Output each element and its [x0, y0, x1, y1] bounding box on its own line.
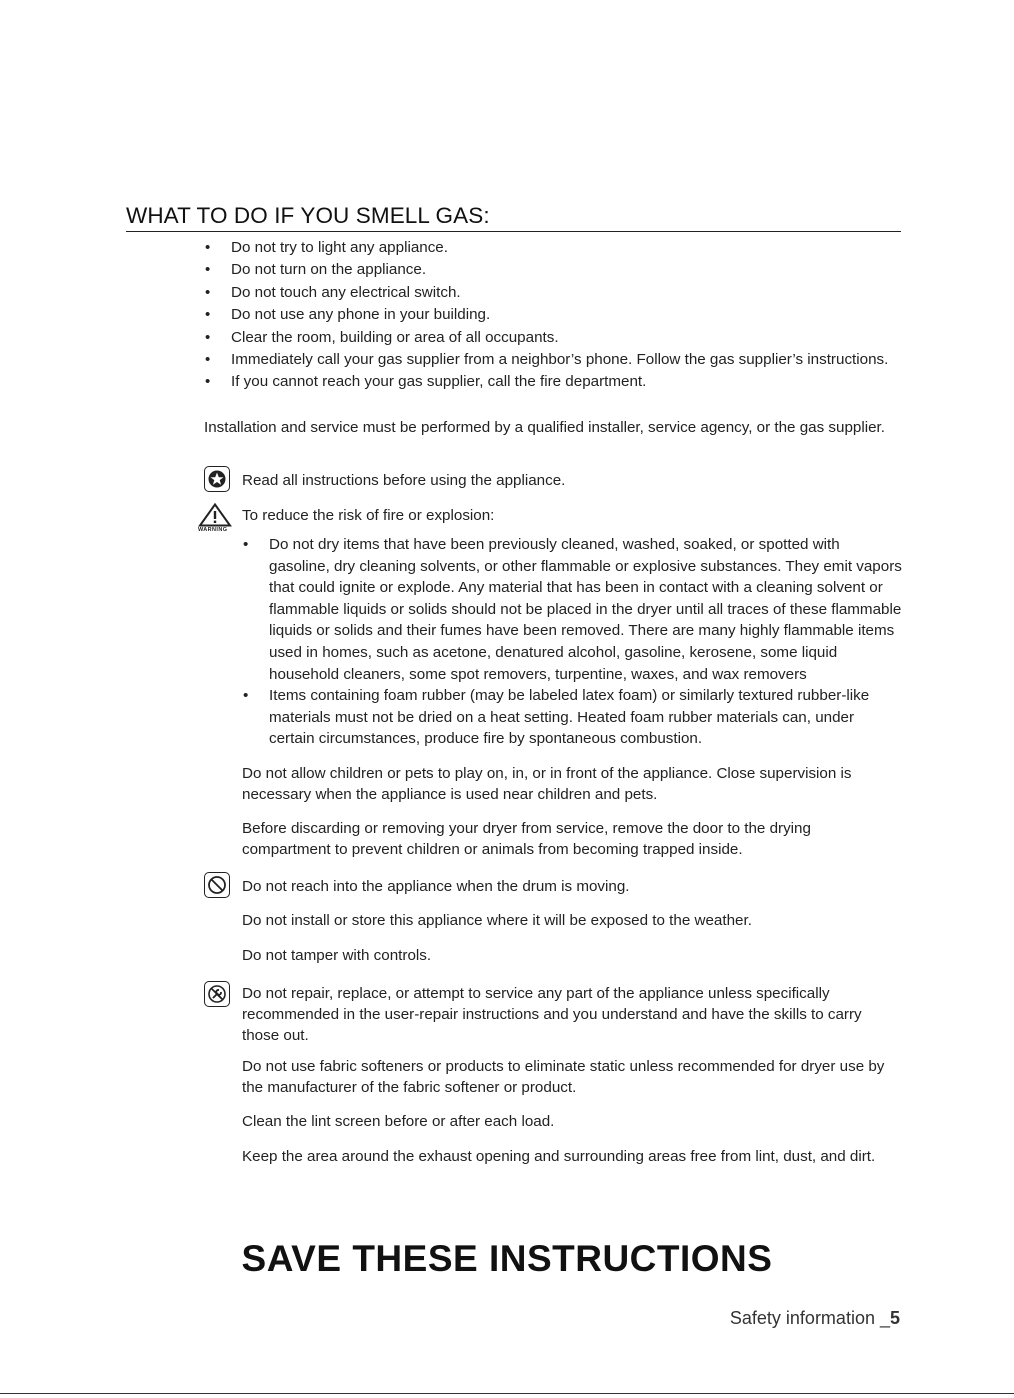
footer-section-label: Safety information _ — [729, 1308, 890, 1328]
page-number: 5 — [889, 1308, 900, 1328]
bottom-divider — [0, 1393, 1014, 1394]
read-instructions-icon — [204, 466, 230, 492]
read-instructions-row — [204, 466, 566, 492]
list-item: • Do not touch any electrical switch. — [204, 282, 894, 304]
list-item: • Do not turn on the appliance. — [204, 259, 894, 281]
read-instructions-text: Read all instructions before using the appliance. — [242, 472, 566, 489]
exhaust-note: Keep the area around the exhaust opening and surrounding areas free from lint, dust, and dirt. — [242, 1148, 876, 1165]
list-item: • If you cannot reach your gas supplier, call the fire department. — [204, 371, 894, 393]
discarding-note: Before discarding or removing your dryer from service, remove the door to the drying compartment to prevent children or animals from becoming trapped inside. — [242, 820, 811, 859]
no-disassembly-row — [204, 981, 230, 1007]
list-item: • Do not try to light any appliance. — [204, 237, 894, 259]
list-item: • Immediately call your gas supplier from a neighbor’s phone. Follow the gas supplier’s instructions. — [204, 349, 894, 371]
reach-note: Do not reach into the appliance when the drum is moving. — [242, 878, 630, 895]
list-item: • Clear the room, building or area of all occupants. — [204, 327, 894, 349]
section-heading: WHAT TO DO IF YOU SMELL GAS: — [126, 203, 901, 232]
children-pets-note: Do not allow children or pets to play on, in, or in front of the appliance. Close supervision is necessary when the appliance is used near children and pets. — [242, 765, 852, 804]
prohibition-icon — [204, 872, 230, 898]
warning-intro: To reduce the risk of fire or explosion: — [242, 507, 495, 524]
list-item: • Items containing foam rubber (may be labeled latex foam) or similarly textured rubber-like materials must not be dried on a heat setting. Heated foam rubber materials can, under certain circumstances, produce fire by spontaneous combustion. — [242, 685, 902, 750]
prohibition-row — [204, 872, 230, 898]
warning-icon-label: WARNING — [198, 527, 228, 533]
list-item: • Do not dry items that have been previously cleaned, washed, soaked, or spotted with gasoline, dry cleaning solvents, or other flammable or explosive substances. They emit vapors that could ignite or explode. Any material that has been in contact with a cleaning solvent or flammable liquids or solids should not be placed in the dryer until all traces of these flammable liquids or solids and their fumes have been removed. There are many highly flammable items used in homes, such as acetone, denatured alcohol, gasoline, kerosene, some liquid household cleaners, some spot removers, turpentine, waxes, and wax removers — [242, 534, 902, 685]
repair-note: Do not repair, replace, or attempt to service any part of the appliance unless specifically recommended in the user-repair instructions and you understand and have the skills to carry those out. — [242, 985, 862, 1045]
lint-note: Clean the lint screen before or after each load. — [242, 1113, 555, 1130]
installation-note: Installation and service must be performed by a qualified installer, service agency, or the gas supplier. — [204, 419, 885, 436]
softeners-note: Do not use fabric softeners or products to eliminate static unless recommended for dryer use by the manufacturer of the fabric softener or product. — [242, 1058, 885, 1097]
list-item: • Do not use any phone in your building. — [204, 304, 894, 326]
page-footer — [730, 1308, 900, 1329]
no-disassembly-icon — [204, 981, 230, 1007]
weather-note: Do not install or store this appliance where it will be exposed to the weather. — [242, 912, 752, 929]
save-instructions-title: SAVE THESE INSTRUCTIONS — [241, 1238, 773, 1279]
gas-steps-list — [204, 237, 894, 394]
tamper-note: Do not tamper with controls. — [242, 947, 432, 964]
warning-triangle-icon — [198, 503, 232, 527]
warning-list — [242, 534, 902, 750]
